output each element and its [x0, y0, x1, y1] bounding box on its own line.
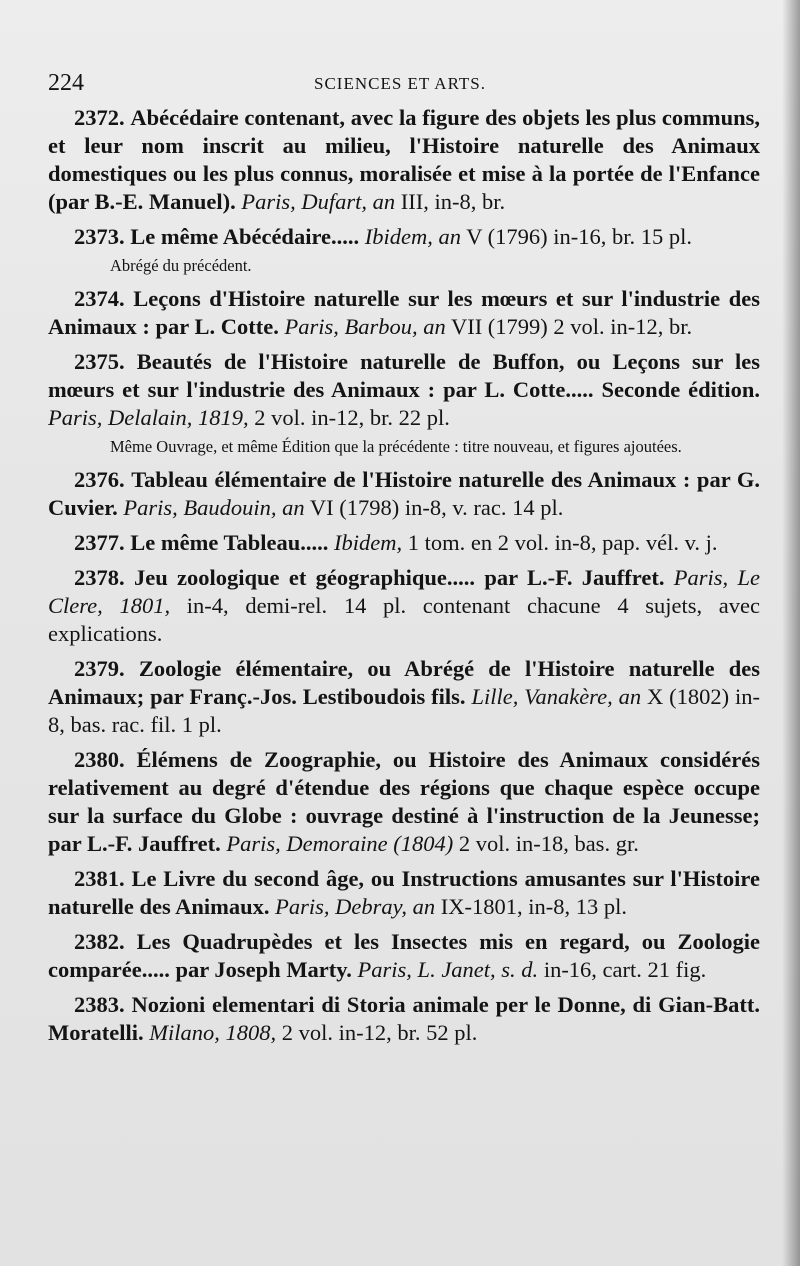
- entry-details: V (1796) in-16, br. 15 pl.: [461, 224, 693, 249]
- entry-title: Le même Tableau.....: [130, 530, 329, 555]
- entry-details: IX-1801, in-8, 13 pl.: [435, 894, 627, 919]
- catalog-entry: [48, 466, 760, 522]
- entry-details: III, in-8, br.: [395, 189, 506, 214]
- catalog-entry: [48, 928, 760, 984]
- entry-number: 2373.: [74, 224, 125, 249]
- entry-title: Le Livre du second âge, ou Instructions amusantes sur l'Histoire naturelle des Animaux.: [48, 866, 760, 919]
- entry-details: 2 vol. in-12, br. 52 pl.: [276, 1020, 478, 1045]
- entry-number: 2379.: [74, 656, 125, 681]
- catalog-entry: [48, 529, 760, 557]
- entry-title: Le même Abécédaire.....: [130, 224, 360, 249]
- entry-imprint: Paris, Debray, an: [275, 894, 436, 919]
- page-header: [48, 70, 752, 100]
- entry-title: Beautés de l'Histoire naturelle de Buffon, ou Leçons sur les mœurs et sur l'industrie des Animaux : par L. Cotte..... Seconde édition.: [48, 349, 760, 402]
- entry-number: 2382.: [74, 929, 125, 954]
- catalog-entry: [48, 223, 760, 251]
- entry-title: Nozioni elementari di Storia animale per le Donne, di Gian-Batt. Moratelli.: [48, 992, 760, 1045]
- entry-imprint: Paris, Demoraine (1804): [226, 831, 454, 856]
- entry-imprint: Paris, Delalain, 1819,: [48, 405, 249, 430]
- catalog-entry: [48, 348, 760, 432]
- catalog-entry: [48, 865, 760, 921]
- entry-number: 2372.: [74, 105, 125, 130]
- entry-number: 2376.: [74, 467, 125, 492]
- entry-number: 2374.: [74, 286, 125, 311]
- catalog-entry: [48, 564, 760, 648]
- entry-number: 2381.: [74, 866, 125, 891]
- entry-imprint: Milano, 1808,: [149, 1020, 277, 1045]
- entry-details: X (1802) in-8, bas. rac. fil. 1 pl.: [48, 684, 760, 737]
- entry-number: 2375.: [74, 349, 125, 374]
- entry-details: 2 vol. in-18, bas. gr.: [453, 831, 639, 856]
- entry-title: Élémens de Zoographie, ou Histoire des Animaux considérés relativement au degré d'étendue des régions que chaque espèce occupe sur la surface du Globe : ouvrage destiné à l'instruction de la Jeunesse; par L.-F. Jauffret.: [48, 747, 761, 856]
- entry-note: Abrégé du précédent.: [110, 256, 252, 275]
- entry-number: 2380.: [74, 747, 125, 772]
- entry-title: Abécédaire contenant, avec la figure des objets les plus communs, et leur nom inscrit au milieu, l'Histoire naturelle des Animaux domestiques ou les plus connus, moralisée et mise à la portée de l'Enfance (par B.-E. Manuel).: [48, 105, 760, 214]
- catalog-entry: [48, 655, 760, 739]
- catalog-entry: [48, 104, 760, 216]
- entry-title: Tableau élémentaire de l'Histoire naturelle des Animaux : par G. Cuvier.: [48, 467, 760, 520]
- entry-imprint: Lille, Vanakère, an: [471, 684, 642, 709]
- entry-details: VII (1799) 2 vol. in-12, br.: [445, 314, 693, 339]
- catalog-entry: [48, 991, 760, 1047]
- entry-title: Leçons d'Histoire naturelle sur les mœurs et sur l'industrie des Animaux : par L. Cotte.: [48, 286, 760, 339]
- entry-details: 1 tom. en 2 vol. in-8, pap. vél. v. j.: [402, 530, 718, 555]
- running-head: SCIENCES ET ARTS.: [313, 74, 486, 93]
- catalog-entries: [48, 104, 760, 1054]
- entry-details: in-16, cart. 21 fig.: [538, 957, 707, 982]
- entry-title: Zoologie élémentaire, ou Abrégé de l'Histoire naturelle des Animaux; par Franç.-Jos. Lestiboudois fils.: [48, 656, 761, 709]
- entry-imprint: Paris, L. Janet, s. d.: [357, 957, 539, 982]
- entry-number: 2383.: [74, 992, 125, 1017]
- entry-imprint: Paris, Baudouin, an: [123, 495, 305, 520]
- entry-imprint: Paris, Dufart, an: [241, 189, 396, 214]
- entry-title: Les Quadrupèdes et les Insectes mis en regard, ou Zoologie comparée..... par Joseph Marty.: [48, 929, 761, 982]
- entry-details: VI (1798) in-8, v. rac. 14 pl.: [304, 495, 564, 520]
- entry-imprint: Paris, Barbou, an: [284, 314, 446, 339]
- entry-details: in-4, demi-rel. 14 pl. contenant chacune 4 sujets, avec explications.: [48, 593, 761, 646]
- entry-number: 2378.: [74, 565, 125, 590]
- entry-number: 2377.: [74, 530, 125, 555]
- page-number: 224: [48, 70, 84, 96]
- entry-title: Jeu zoologique et géographique..... par L.-F. Jauffret.: [133, 565, 665, 590]
- entry-details: 2 vol. in-12, br. 22 pl.: [248, 405, 450, 430]
- entry-imprint: Paris, Le Clere, 1801,: [48, 565, 761, 618]
- catalog-entry: [48, 746, 760, 858]
- entry-note: Même Ouvrage, et même Édition que la précédente : titre nouveau, et figures ajoutées.: [110, 437, 682, 456]
- entry-imprint: Ibidem, an: [364, 224, 461, 249]
- catalog-entry: [48, 285, 760, 341]
- entry-imprint: Ibidem,: [334, 530, 403, 555]
